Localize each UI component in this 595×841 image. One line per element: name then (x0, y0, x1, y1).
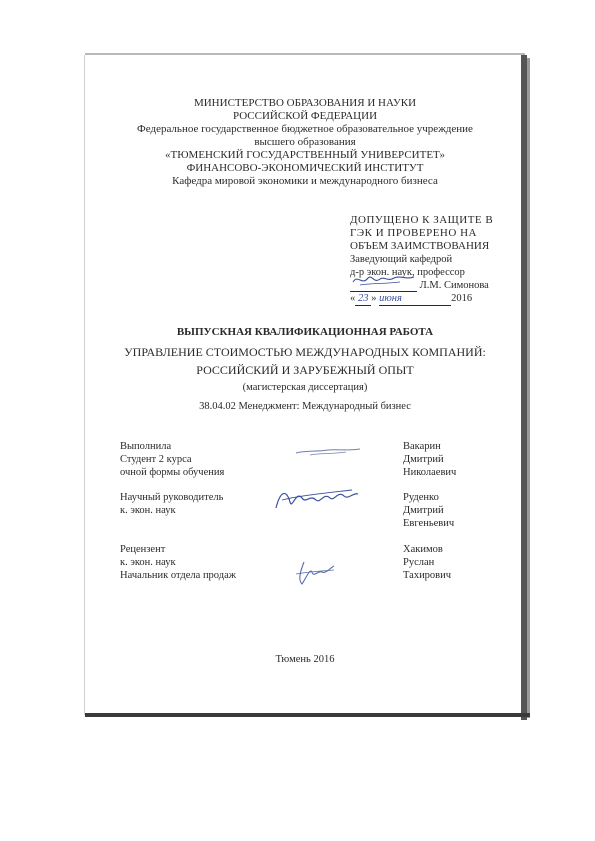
work-type: ВЫПУСКНАЯ КВАЛИФИКАЦИОННАЯ РАБОТА (176, 326, 434, 338)
institute-name: ФИНАНСОВО-ЭКОНОМИЧЕСКИЙ ИНСТИТУТ (186, 162, 424, 174)
approval-line-3: ОБЪЕМ ЗАИМСТВОВАНИЯ (350, 240, 490, 252)
supervisor-signature (268, 482, 364, 516)
page-bottom-edge (85, 713, 530, 717)
work-kind: (магистерская диссертация) (242, 382, 368, 393)
author-surname: Вакарин (403, 441, 441, 452)
approval-line-1: ДОПУЩЕНО К ЗАЩИТЕ В (350, 214, 494, 226)
author-label-2: Студент 2 курса (120, 454, 192, 465)
topic-line-1: УПРАВЛЕНИЕ СТОИМОСТЬЮ МЕЖДУНАРОДНЫХ КОМПАНИЙ: (124, 345, 486, 359)
institution-type-line: Федеральное государственное бюджетное образовательное учреждение (137, 123, 473, 135)
reviewer-signature (290, 558, 340, 588)
reviewer-label-1: Рецензент (120, 544, 166, 555)
author-signature (292, 444, 364, 460)
head-degree: д-р экон. наук, профессор (350, 267, 465, 278)
author-label-1: Выполнила (120, 441, 172, 452)
date-open-quote: « (350, 293, 356, 304)
head-name: Л.М. Симонова (419, 280, 489, 291)
head-role: Заведующий кафедрой (350, 254, 453, 265)
department-name: Кафедра мировой экономики и международного бизнеса (172, 175, 438, 187)
author-label-3: очной формы обучения (120, 467, 225, 478)
reviewer-label-3: Начальник отдела продаж (120, 570, 237, 581)
ministry-line: МИНИСТЕРСТВО ОБРАЗОВАНИЯ И НАУКИ (193, 97, 417, 109)
city-year: Тюмень 2016 (275, 654, 335, 665)
supervisor-patronymic: Евгеньевич (403, 518, 455, 529)
approval-line-2: ГЭК И ПРОВЕРЕНО НА (350, 227, 477, 239)
program: 38.04.02 Менеджмент: Международный бизнес (199, 401, 411, 412)
supervisor-label-1: Научный руководитель (120, 492, 224, 503)
approval-date (350, 292, 472, 306)
date-month: июня (379, 292, 451, 306)
date-day: 23 (355, 292, 371, 306)
page-right-shadow (527, 58, 530, 718)
supervisor-surname: Руденко (403, 492, 439, 503)
topic-line-2: РОССИЙСКИЙ И ЗАРУБЕЖНЫЙ ОПЫТ (196, 363, 414, 377)
author-firstname: Дмитрий (403, 454, 444, 465)
head-signature (350, 270, 420, 290)
supervisor-firstname: Дмитрий (403, 505, 444, 516)
education-level-line: высшего образования (254, 136, 356, 148)
reviewer-surname: Хакимов (403, 544, 443, 555)
reviewer-label-2: к. экон. наук (120, 557, 176, 568)
supervisor-label-2: к. экон. наук (120, 505, 176, 516)
date-close-quote: » (371, 293, 377, 304)
reviewer-firstname: Руслан (403, 557, 435, 568)
university-name: «ТЮМЕНСКИЙ ГОСУДАРСТВЕННЫЙ УНИВЕРСИТЕТ» (165, 149, 445, 161)
reviewer-patronymic: Тахирович (403, 570, 452, 581)
author-patronymic: Николаевич (403, 467, 457, 478)
date-year: 2016 (451, 293, 473, 304)
federation-line: РОССИЙСКОЙ ФЕДЕРАЦИИ (232, 110, 378, 122)
